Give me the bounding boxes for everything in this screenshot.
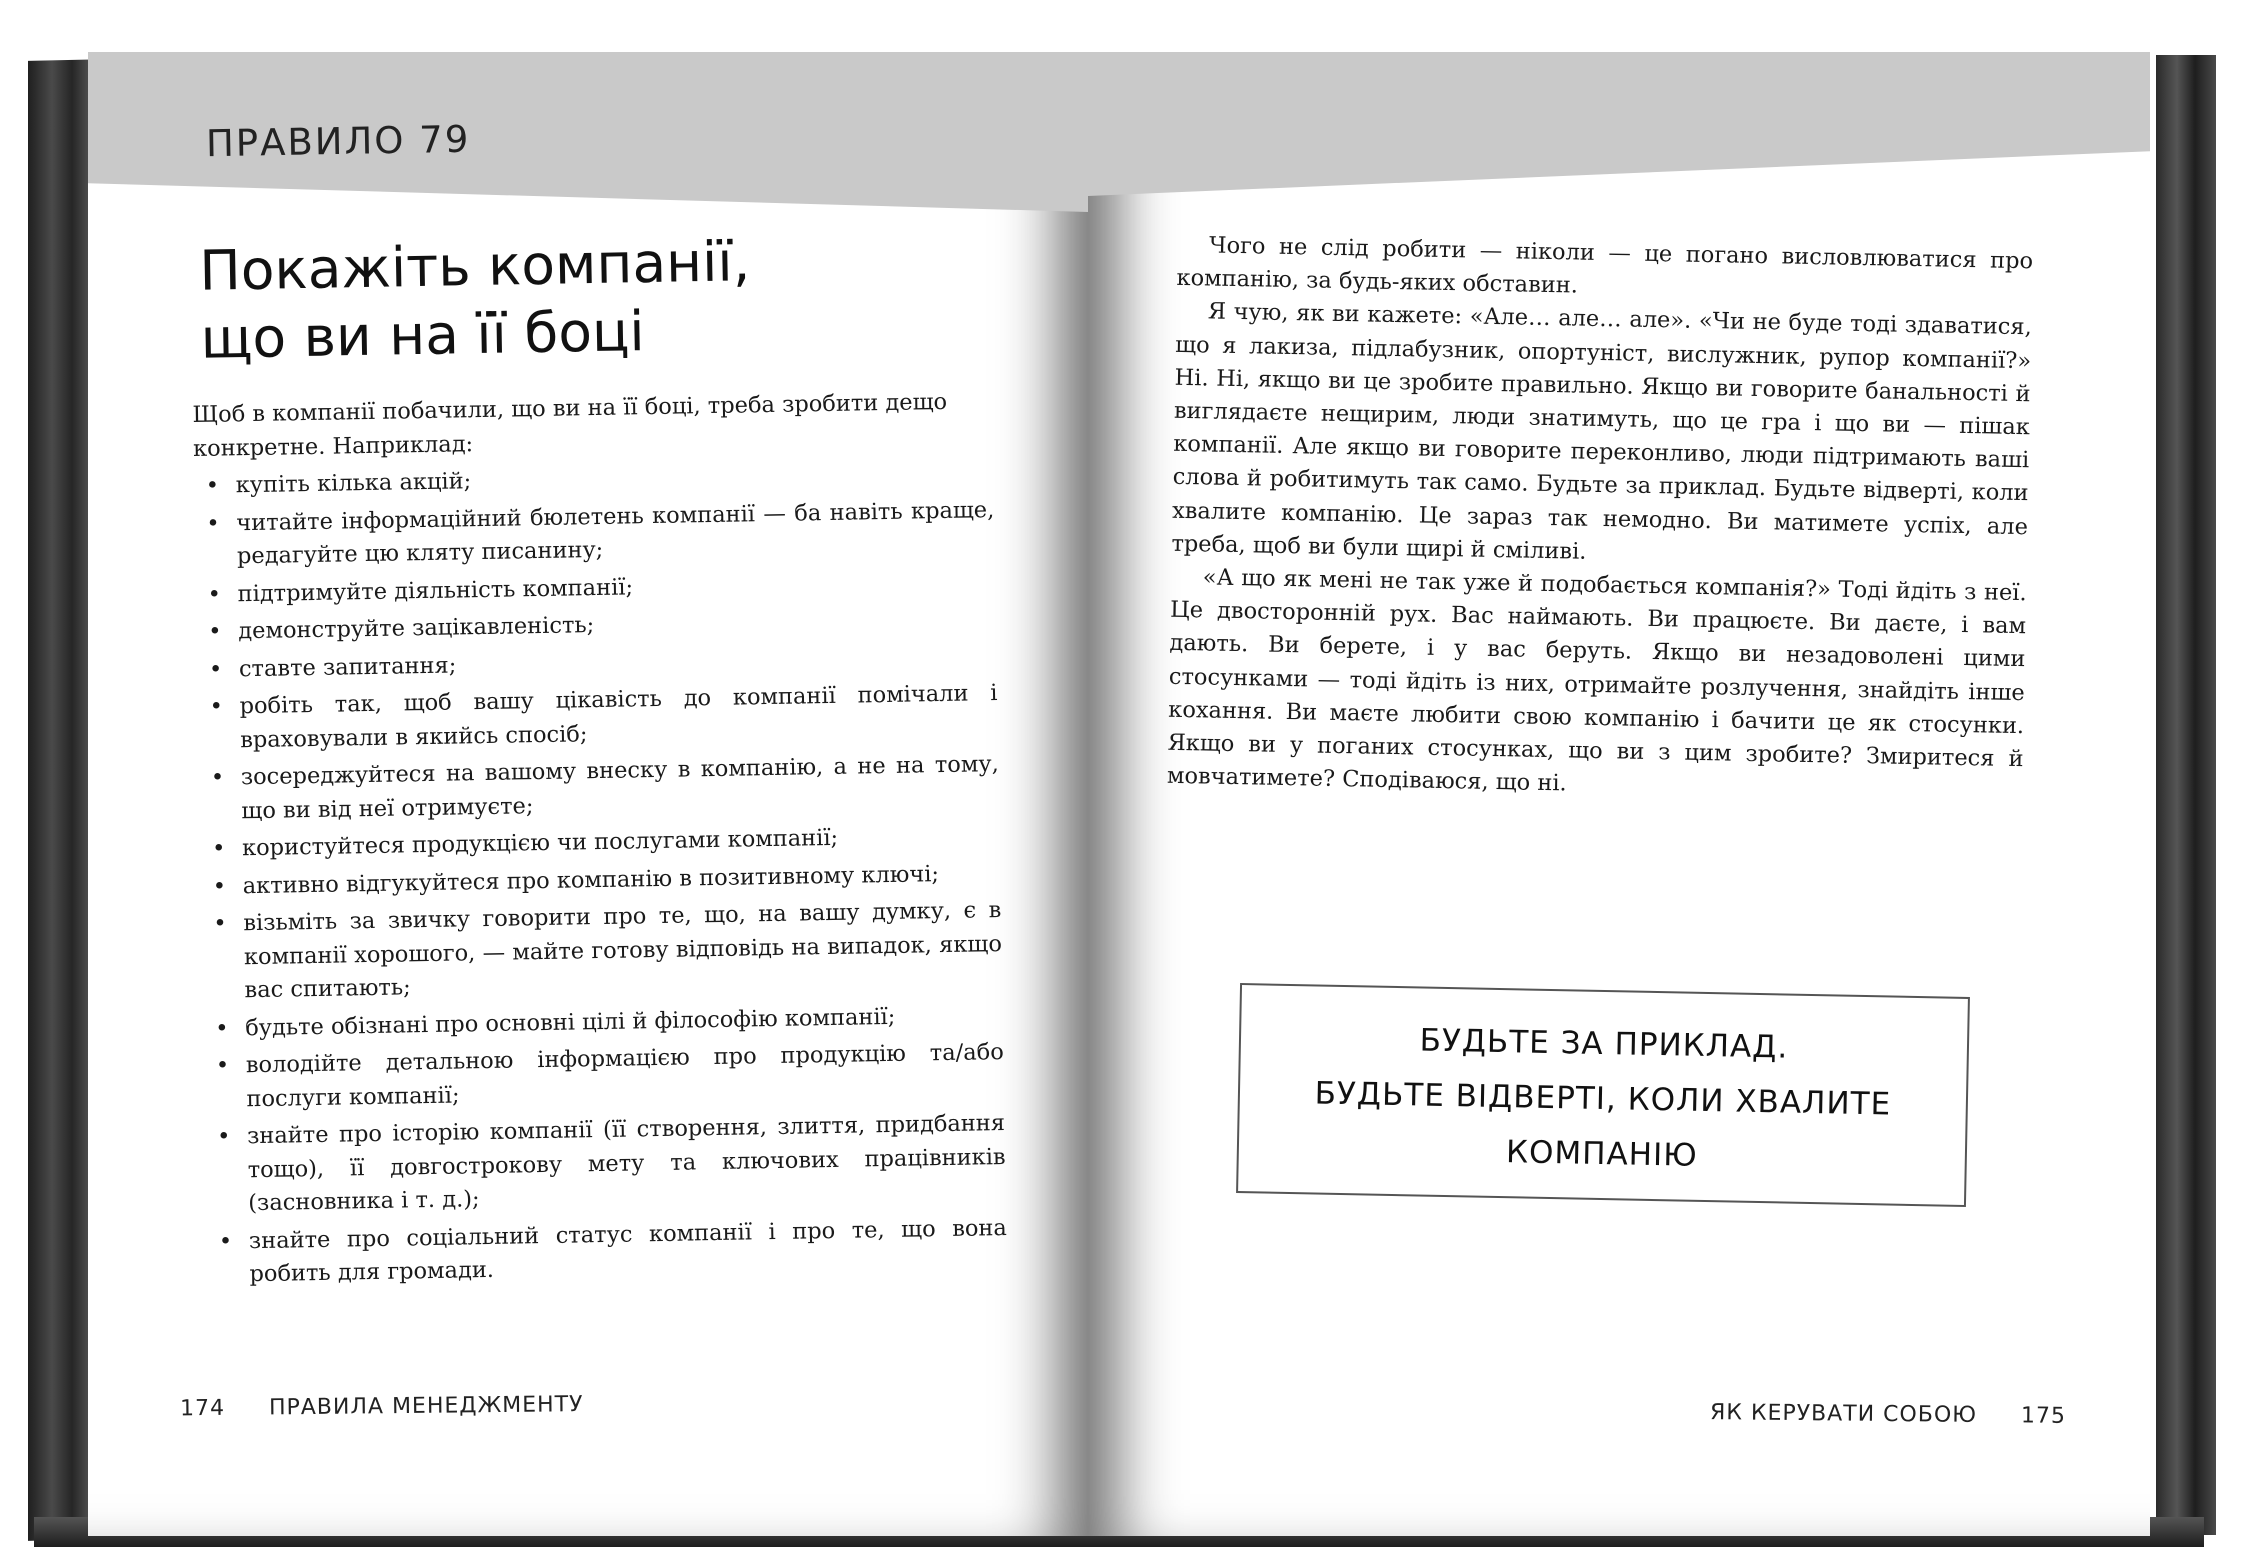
header-band xyxy=(1088,52,2150,212)
right-page-edges xyxy=(2156,55,2216,1535)
list-item: • демонструйте зацікавленість; xyxy=(224,602,996,649)
list-item: • робіть так, щоб вашу цікавість до компанії помічали і враховували в якийсь спосіб; xyxy=(225,677,998,757)
list-item: • будьте обізнані про основні цілі й філософію компанії; xyxy=(231,998,1003,1045)
list-item: • підтримуйте діяльність компанії; xyxy=(223,565,995,612)
running-head: ЯК КЕРУВАТИ СОБОЮ xyxy=(1709,1400,1978,1428)
rule-label: ПРАВИЛО 79 xyxy=(205,117,471,166)
bullet-list xyxy=(193,456,1007,1292)
callout-box xyxy=(1236,983,1970,1207)
list-item: • знайте про історію компанії (її створення, злиття, придбання тощо), її довгострокову мету та ключових працівників (засновника і т. д.); xyxy=(233,1107,1007,1221)
callout-line: БУДЬТЕ ЗА ПРИКЛАД. xyxy=(1419,1022,1789,1066)
title-line: що ви на її боці xyxy=(200,299,646,371)
list-item: • купіть кілька акцій; xyxy=(221,456,993,503)
paragraph: Чого не слід робити — ніколи — це погано висловлюватися про компанію, за будь-яких обставин. xyxy=(1176,232,2034,299)
page-number: 174 xyxy=(179,1395,226,1422)
left-footer xyxy=(180,1392,628,1422)
list-item: • читайте інформаційний бюлетень компанії — ба навіть краще, редагуйте цю кляту писанину; xyxy=(222,494,995,574)
list-item: • активно відгукуйтеся про компанію в позитивному ключі; xyxy=(228,857,1000,904)
list-item: • ставте запитання; xyxy=(225,640,997,687)
paragraph: Я чую, як ви кажете: «Але… але… але». «Чи не буде тоді здаватися, що я лакиза, підлабузник, опортуніст, вислужник, рупор компанії?» Ні. Ні, якщо ви це зробите правильно. Якщо ви говорите банальності й виглядаєте нещирим, люди знатимуть, що це гра і що ви — пішак компанії. Але якщо ви говорите переконливо, люди підтримають ваші слова й робитимуть так само. Будьте за приклад. Будьте відверті, коли хвалите компанію. Це зараз так немодно. Ви матимете успіх, але треба, щоб ви були щирі й сміливі. xyxy=(1171,298,2033,565)
left-page xyxy=(88,52,1088,1536)
list-item: • володійте детальною інформацією про продукцію та/або послуги компанії; xyxy=(232,1036,1005,1116)
running-head: ПРАВИЛА МЕНЕДЖМЕНТУ xyxy=(268,1392,584,1421)
list-item: • знайте про соціальний статус компанії і про те, що вона робить для громади. xyxy=(235,1211,1008,1291)
paragraph: «А що як мені не так уже й подобається компанія?» Тоді йдіть з неї. Це двосторонній рух. Вас наймають. Ви працюєте. Ви даєте, і вам дають. Ви берете, і у вас беруть. Якщо ви незадоволені цими стосунками — тоді йдіть із них, отримайте розлучення, знайдіть інше кохання. Ви маєте любити свою компанію і бачити це як стосунки. Якщо ви у поганих стосунках, що ви з цим зробите? Змиритеся й мовчатимете? Сподіваюся, що ні. xyxy=(1166,564,2027,797)
left-body xyxy=(192,385,1008,1296)
right-footer xyxy=(1710,1400,2066,1429)
callout-line: БУДЬТЕ ВІДВЕРТІ, КОЛИ ХВАЛИТЕ xyxy=(1314,1075,1892,1123)
list-item: • зосереджуйтеся на вашому внеску в компанію, а не на тому, що ви від неї отримуєте; xyxy=(227,748,1000,828)
title-line: Покажіть компанії, xyxy=(198,229,751,303)
list-item: • візьміть за звичку говорити про те, що, на вашу думку, є в компанії хорошого, — майте готову відповідь на випадок, якщо вас спитають; xyxy=(229,894,1003,1008)
intro-paragraph: Щоб в компанії побачили, що ви на її боці, треба зробити дещо конкретне. Наприклад: xyxy=(192,388,948,462)
right-page xyxy=(1088,52,2150,1536)
callout-line: КОМПАНІЮ xyxy=(1505,1134,1698,1174)
list-item: • користуйтеся продукцією чи послугами компанії; xyxy=(228,819,1000,866)
page-number: 175 xyxy=(2020,1403,2067,1429)
right-body xyxy=(1167,229,2034,810)
chapter-title xyxy=(199,227,752,373)
